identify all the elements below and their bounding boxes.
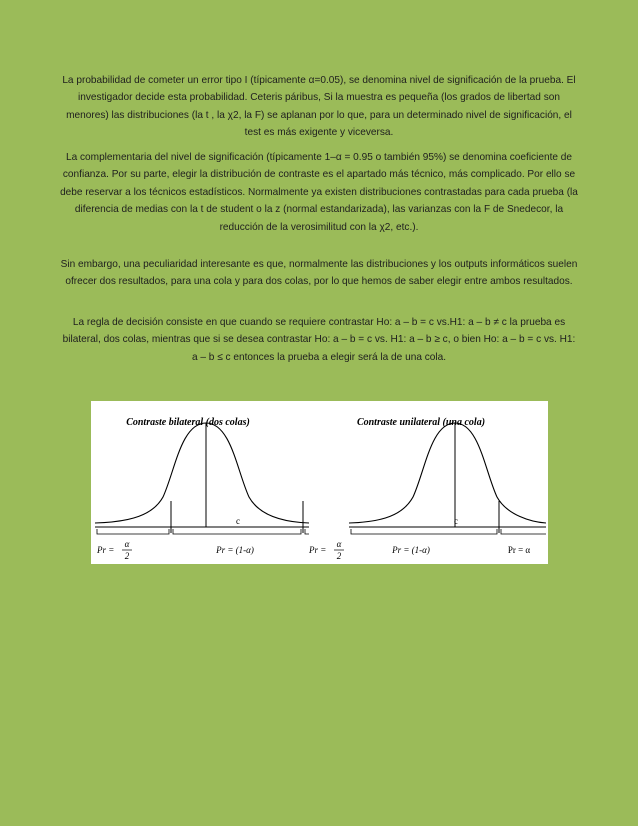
bilateral-panel [95, 417, 344, 561]
bilateral-bell-curve [95, 423, 309, 523]
bilateral-title: Contraste bilateral (dos colas) [126, 417, 250, 428]
paragraph-one-two-tails: Sin embargo, una peculiaridad interesante es que, normalmente las distribuciones y los outputs informáticos suelen ofrecer dos resultados, para una cola y para dos colas, por lo que hemos de saber elegir entre ambos resultados. [60, 259, 578, 288]
unilateral-bell-curve [349, 423, 546, 523]
unilateral-tail-label: Pr = α [507, 545, 531, 555]
unilateral-title: Contraste unilateral (una cola) [356, 417, 486, 428]
bilateral-right-tail-bracket [305, 529, 309, 534]
paragraph-confidence-coefficient: La complementaria del nivel de significación (típicamente 1–α = 0.95 o también 95%) se denomina coeficiente de confianza. Por su parte, elegir la distribución de contraste es el apartado más técnico, más complicado. Por ello se debe reservar a los técnicos estadísticos. Normalmente ya existen distribuciones contrastadas para cada prueba (la diferencia de medias con la t de student o la z (normal estandarizada), las varianzas con la F de Snedecor, la reducción de la verosimilitud con la χ2, etc.). [60, 152, 578, 233]
bilateral-left-two: 2 [124, 551, 130, 561]
unilateral-center-label: c [454, 516, 458, 526]
unilateral-panel [349, 417, 546, 555]
unilateral-tail-bracket [501, 529, 546, 534]
bilateral-center-label: c [236, 516, 240, 526]
unilateral-middle-bracket [351, 529, 497, 534]
bilateral-left-tail-bracket [97, 529, 169, 534]
bilateral-right-pr: Pr = [309, 545, 327, 555]
bilateral-left-alpha: α [124, 539, 130, 549]
unilateral-middle-label: Pr = (1-α) [392, 545, 430, 555]
bilateral-middle-label: Pr = (1-α) [216, 545, 254, 555]
bilateral-right-two: 2 [336, 551, 342, 561]
paragraph-decision-rule: La regla de decisión consiste en que cuando se requiere contrastar Ho: a – b = c vs.H1: a – b ≠ c la prueba es bilateral, dos colas, mientras que si se desea contrastar Ho: a – b = c vs. H1: a – b ≥ c, o bien Ho: a – b = c vs. H1: a – b ≤ c entonces la prueba a elegir será la de una cola. [62, 317, 576, 363]
paragraph-type-one-error: La probabilidad de cometer un error tipo I (típicamente α=0.05), se denomina nivel de significación de la prueba. El investigador decide esta probabilidad. Ceteris páribus, Si la muestra es pequeña (los grados de libertad son menores) las distribuciones (la t , la χ2, la F) se aplanan por lo que, para un determinado nivel de significación, el test es más exigente y viceversa. [62, 75, 576, 139]
bilateral-right-alpha: α [336, 539, 342, 549]
bilateral-left-pr: Pr = [97, 545, 115, 555]
hypothesis-test-figure [91, 401, 548, 564]
bilateral-middle-bracket [173, 529, 301, 534]
